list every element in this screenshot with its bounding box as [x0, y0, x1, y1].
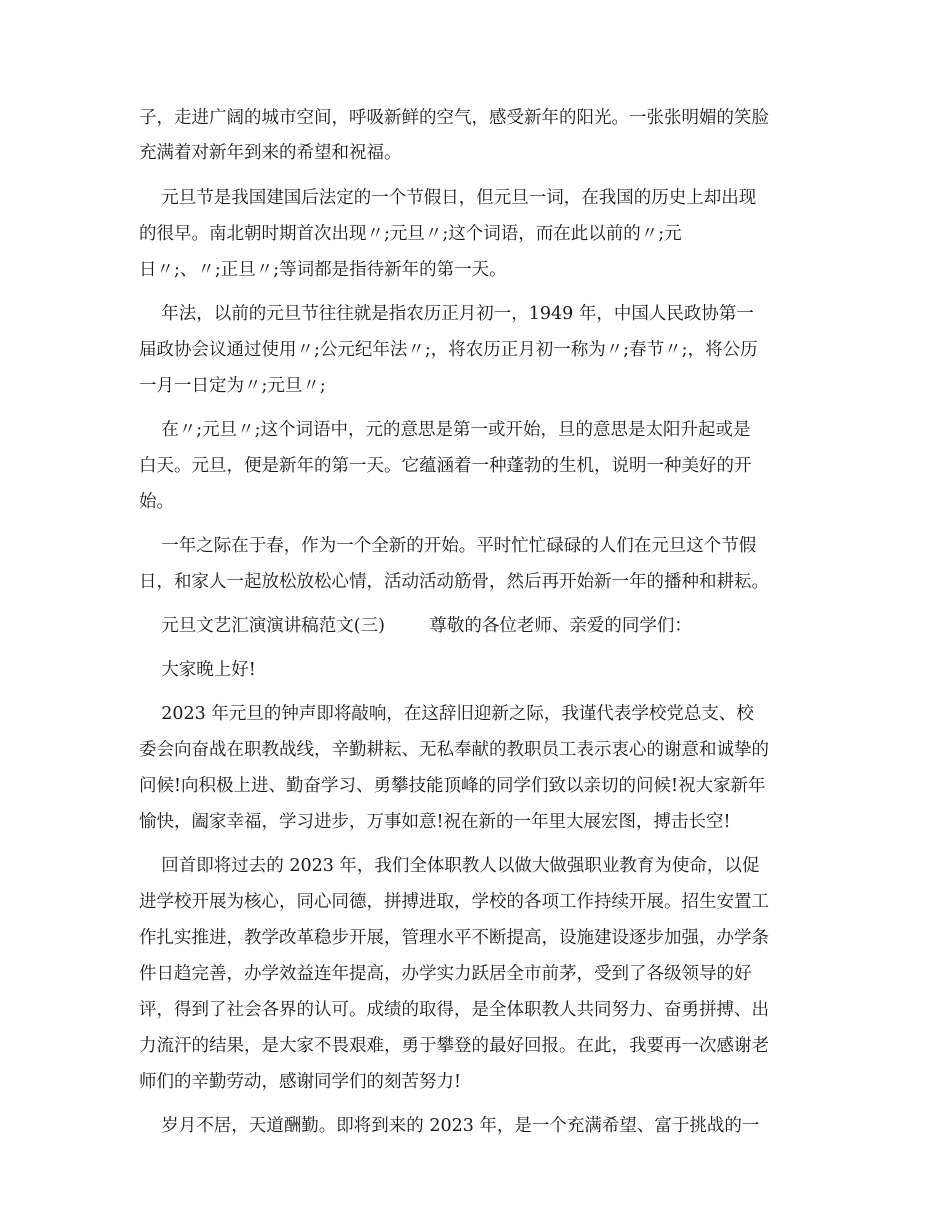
text-line: 一月一日定为〃;元旦〃;: [139, 376, 326, 396]
text-line: 问候!向积极上进、勤奋学习、勇攀技能顶峰的同学们致以亲切的问候!祝大家新年: [139, 776, 766, 796]
text-line: 师们的辛勤劳动，感谢同学们的刻苦努力!: [139, 1072, 462, 1092]
text-line: 力流汗的结果，是大家不畏艰难，勇于攀登的最好回报。在此，我要再一次感谢老: [139, 1036, 769, 1056]
text-line: 的很早。南北朝时期首次出现〃;元旦〃;这个词语，而在此以前的〃;元: [139, 224, 682, 244]
text-line: 白天。元旦，便是新年的第一天。它蕴涵着一种蓬勃的生机，说明一种美好的开: [139, 456, 752, 476]
section-heading: 元旦文艺汇演演讲稿范文(三) 尊敬的各位老师、亲爱的同学们：: [139, 616, 692, 636]
text-line: 评，得到了社会各界的认可。成绩的取得，是全体职教人共同努力、奋勇拼搏、出: [139, 1000, 769, 1020]
text-line: 大家晚上好!: [139, 660, 256, 680]
text-line: 件日趋完善，办学效益连年提高，办学实力跃居全市前茅，受到了各级领导的好: [139, 964, 752, 984]
text-line: 作扎实推进，教学改革稳步开展，管理水平不断提高，设施建设逐步加强，办学条: [139, 928, 769, 948]
text-line: 始。: [139, 492, 174, 512]
text-line: 子，走进广阔的城市空间，呼吸新鲜的空气，感受新年的阳光。一张张明媚的笑脸: [139, 108, 769, 128]
text-line: 日〃;、〃;正旦〃;等词都是指待新年的第一天。: [139, 260, 507, 280]
text-line: 元旦节是我国建国后法定的一个节假日，但元旦一词，在我国的历史上却出现: [139, 188, 757, 208]
text-line: 回首即将过去的 2023 年，我们全体职教人以做大做强职业教育为使命，以促: [139, 856, 760, 876]
text-line: 日，和家人一起放松放松心情，活动活动筋骨，然后再开始新一年的播种和耕耘。: [139, 572, 769, 592]
text-line: 一年之际在于春，作为一个全新的开始。平时忙忙碌碌的人们在元旦这个节假: [139, 536, 757, 556]
text-line: 进学校开展为核心，同心同德，拼搏进取，学校的各项工作持续开展。招生安置工: [139, 892, 769, 912]
text-line: 2023 年元旦的钟声即将敲响，在这辞旧迎新之际，我谨代表学校党总支、校: [139, 704, 754, 724]
text-line: 岁月不居，天道酬勤。即将到来的 2023 年，是一个充满希望、富于挑战的一: [139, 1116, 760, 1136]
text-line: 委会向奋战在职教战线，辛勤耕耘、无私奉献的教职员工表示衷心的谢意和诚挚的: [139, 740, 769, 760]
text-line: 届政协会议通过使用〃;公元纪年法〃;，将农历正月初一称为〃;春节〃;，将公历: [139, 340, 758, 360]
text-line: 在〃;元旦〃;这个词语中，元的意思是第一或开始，旦的意思是太阳升起或是: [139, 420, 751, 440]
text-line: 年法，以前的元旦节往往就是指农历正月初一，1949 年，中国人民政协第一: [139, 304, 754, 324]
text-line: 充满着对新年到来的希望和祝福。: [139, 143, 402, 163]
text-line: 愉快，阖家幸福，学习进步，万事如意!祝在新的一年里大展宏图，搏击长空!: [139, 812, 731, 832]
